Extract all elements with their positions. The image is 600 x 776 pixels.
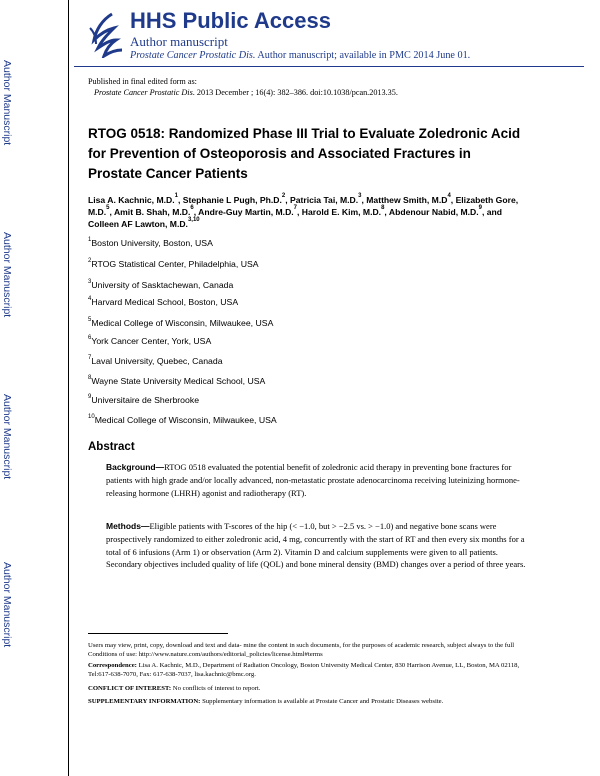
conflict-label: CONFLICT OF INTEREST: — [88, 685, 172, 692]
affiliation: $^1$Boston University, Boston, USA — [88, 237, 213, 248]
conflict-footnote — [88, 684, 528, 693]
correspondence-footnote — [88, 661, 528, 680]
published-citation-line — [88, 87, 398, 98]
author: Colleen AF Lawton, M.D.$^{3,10}$ — [88, 217, 200, 229]
author: Patricia Tai, M.D.$^3$ — [290, 193, 362, 205]
background-text: RTOG 0518 evaluated the potential benefit of zoledronic acid therapy in preventing bone fractures for patients with high grade and/or locally advanced, non-metastatic prostate adenocarcinoma receiving luteinizing hormone-releasing hormone (LHRH) agonist and radiotherapy (RT). — [106, 462, 520, 498]
affiliation: $^3$University of Sasktachewan, Canada — [88, 279, 234, 290]
author-manuscript-label: Author Manuscript — [1, 60, 13, 146]
affiliation: $^5$Medical College of Wisconsin, Milwaukee, USA — [88, 317, 274, 328]
abstract-methods — [106, 520, 526, 571]
header-journal-line — [130, 50, 470, 61]
affiliation: $^7$Laval University, Quebec, Canada — [88, 355, 223, 366]
methods-text: Eligible patients with T-scores of the hip (< −1.0, but > −2.5 vs. > −1.0) and negative bone scans were prospectively randomized to either zoledronic acid, 4 mg, concurrently with the start of RT and then every six months for a total of 6 infusions (Arm 1) or observation (Arm 2). Vitamin D and calcium supplements were given to all patients. Secondary objectives included quality of life (QOL) and bone mineral density (BMD) changes over a period of three years. — [106, 521, 526, 570]
abstract-background — [106, 461, 526, 499]
header-journal-name: Prostate Cancer Prostatic Dis. — [130, 50, 256, 61]
affiliation: $^9$Universitaire de Sherbrooke — [88, 394, 200, 405]
author: Abdenour Nabid, M.D.$^9$ — [388, 205, 482, 217]
header-availability: Author manuscript; available in PMC 2014 June 01. — [255, 50, 471, 61]
affiliation: $^2$RTOG Statistical Center, Philadelphia, USA — [88, 258, 259, 269]
published-info — [88, 76, 398, 98]
footnote-divider — [88, 633, 228, 634]
author: Amit B. Shah, M.D.$^6$ — [113, 205, 194, 217]
header-title: HHS Public Access — [130, 8, 331, 33]
header-subtitle: Author manuscript — [130, 34, 228, 49]
background-label: Background— — [106, 462, 165, 472]
left-margin-bar — [0, 0, 69, 776]
published-journal: Prostate Cancer Prostatic Dis — [94, 88, 193, 97]
affiliation: $^4$Harvard Medical School, Boston, USA — [88, 296, 239, 307]
author: Andre-Guy Martin, M.D.$^7$ — [198, 205, 298, 217]
author-list: Lisa A. Kachnic, M.D.$^1$, Stephanie L Pugh, Ph.D.$^2$, Patricia Tai, M.D.$^3$, Matthew Smith, $M.D^4$, Elizabeth Gore, M.D.$^5$, Amit B. Shah, M.D.$^6$, Andre-Guy Martin, M.D.$^7$, Harold E. Kim, M.D.$^8$, Abdenour Nabid, M.D.$^9$, and Colleen AF Lawton, M.D.$^{3,10}$ — [88, 193, 519, 229]
author: Lisa A. Kachnic, M.D.$^1$ — [88, 193, 178, 205]
supplementary-text: Supplementary information is available at Prostate Cancer and Prostatic Diseases website. — [200, 698, 444, 705]
author-connector: and — [486, 207, 503, 217]
affiliation: $^8$Wayne State University Medical School, USA — [88, 375, 266, 386]
methods-label: Methods— — [106, 521, 150, 531]
correspondence-label: Correspondence: — [88, 662, 137, 669]
author: Harold E. Kim, M.D.$^8$ — [301, 205, 385, 217]
affiliation: $^{10}$Medical College of Wisconsin, Milwaukee, USA — [88, 414, 277, 425]
author: Elizabeth Gore, M.D.$^5$ — [88, 195, 519, 217]
hhs-eagle-logo-icon — [82, 10, 126, 58]
author: Stephanie L Pugh, Ph.D.$^2$ — [182, 193, 286, 205]
correspondence-text: Lisa A. Kachnic, M.D., Department of Radiation Oncology, Boston University Medical Center, 830 Harrison Avenue, LL, Boston, MA 02118, Tel:617-638-7070, Fax: 617-638-7037, lisa.kachnic@bmc.org. — [88, 662, 520, 679]
supplementary-footnote — [88, 697, 528, 706]
hhs-header — [74, 8, 584, 67]
conflict-text: No conflicts of interest to report. — [171, 685, 261, 692]
author-manuscript-label: Author Manuscript — [1, 232, 13, 318]
affiliation: $^6$York Cancer Center, York, USA — [88, 335, 212, 346]
author-manuscript-label: Author Manuscript — [1, 394, 13, 480]
supplementary-label: SUPPLEMENTARY INFORMATION: — [88, 698, 201, 705]
abstract-heading: Abstract — [88, 441, 135, 453]
published-citation: . 2013 December ; 16(4): 382–386. doi:10.1038/pcan.2013.35. — [192, 88, 398, 97]
published-label: Published in final edited form as: — [88, 77, 197, 86]
terms-footnote: Users may view, print, copy, download and text and data- mine the content in such documents, for the purposes of academic research, subject always to the full Conditions of use: http://www.nature.com/authors/editorial_policies/license.html#terms — [88, 642, 515, 659]
article-title: RTOG 0518: Randomized Phase III Trial to Evaluate Zoledronic Acid for Prevention of Osteoporosis and Associated Fractures in Prostate Cancer Patients — [88, 126, 521, 181]
author-manuscript-label: Author Manuscript — [1, 562, 13, 648]
author: Matthew Smith, $M.D^4$ — [366, 193, 451, 205]
